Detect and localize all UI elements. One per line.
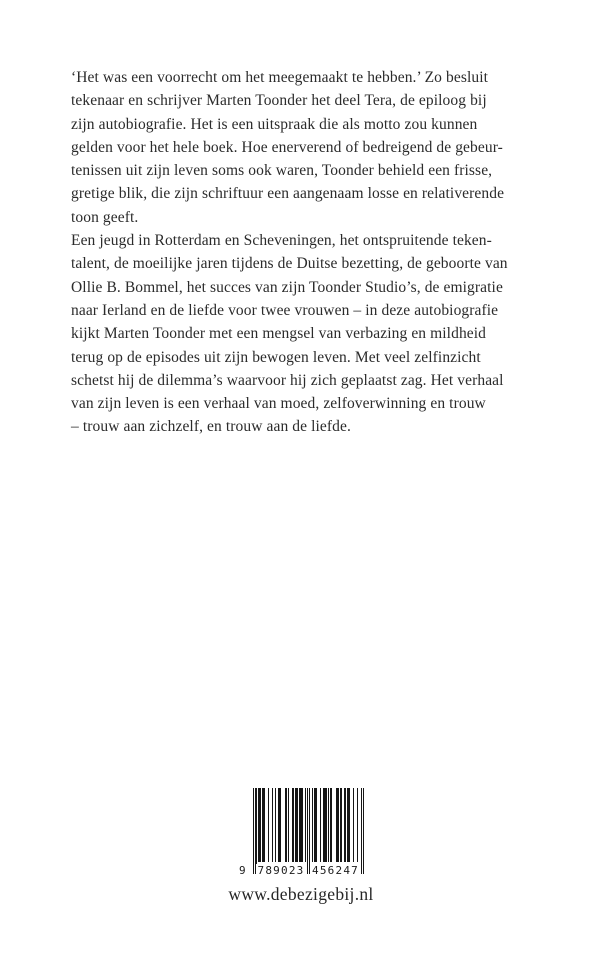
blurb-line: Een jeugd in Rotterdam en Scheveningen, het ontspruitende teken- xyxy=(71,232,492,250)
isbn-digits-left: 789023 xyxy=(257,864,305,877)
isbn-digits-right: 456247 xyxy=(310,864,361,877)
publisher-website: www.debezigebij.nl xyxy=(228,884,374,904)
barcode-module xyxy=(363,788,364,874)
blurb-line: zijn autobiografie. Het is een uitspraak die als motto zou kunnen xyxy=(71,115,478,133)
blurb-paragraph-1 xyxy=(71,66,533,229)
blurb-line: ‘Het was een voorrecht om het meegemaakt te hebben.’ Zo besluit xyxy=(71,69,489,86)
blurb-line: tenissen uit zijn leven soms ook waren, Toonder behield een frisse, xyxy=(71,162,493,180)
blurb-line: tekenaar en schrijver Marten Toonder het deel Tera, de epiloog bij xyxy=(71,92,487,110)
blurb-line: Ollie B. Bommel, het succes van zijn Toonder Studio’s, de emigratie xyxy=(71,278,503,296)
blurb-line: gelden voor het hele boek. Hoe enerverend of bedreigend de gebeur- xyxy=(71,138,503,156)
blurb-text xyxy=(71,66,533,439)
blurb-line: van zijn leven is een verhaal van moed, zelfoverwinning en trouw xyxy=(71,395,486,413)
blurb-paragraph-2 xyxy=(71,229,533,439)
blurb-line: terug op de episodes uit zijn bewogen leven. Met veel zelfinzicht xyxy=(71,348,481,366)
blurb-line: kijkt Marten Toonder met een mengsel van verbazing en mildheid xyxy=(71,325,487,343)
blurb-line: gretige blik, die zijn schriftuur een aangenaam losse en relativerende xyxy=(71,185,505,203)
isbn-digits xyxy=(239,864,364,877)
isbn-digit-prefix: 9 xyxy=(239,864,246,877)
blurb-line: schetst hij de dilemma’s waarvoor hij zich geplaatst zag. Het verhaal xyxy=(71,371,504,389)
blurb-line: toon geeft. xyxy=(71,208,139,226)
blurb-line: talent, de moeilijke jaren tijdens de Duitse bezetting, de geboorte van xyxy=(71,255,508,273)
isbn-barcode xyxy=(239,788,364,877)
blurb-line: naar Ierland en de liefde voor twee vrouwen – in deze autobiografie xyxy=(71,301,499,319)
blurb-line: – trouw aan zichzelf, en trouw aan de liefde. xyxy=(71,418,351,436)
ean13-bars xyxy=(253,788,364,874)
